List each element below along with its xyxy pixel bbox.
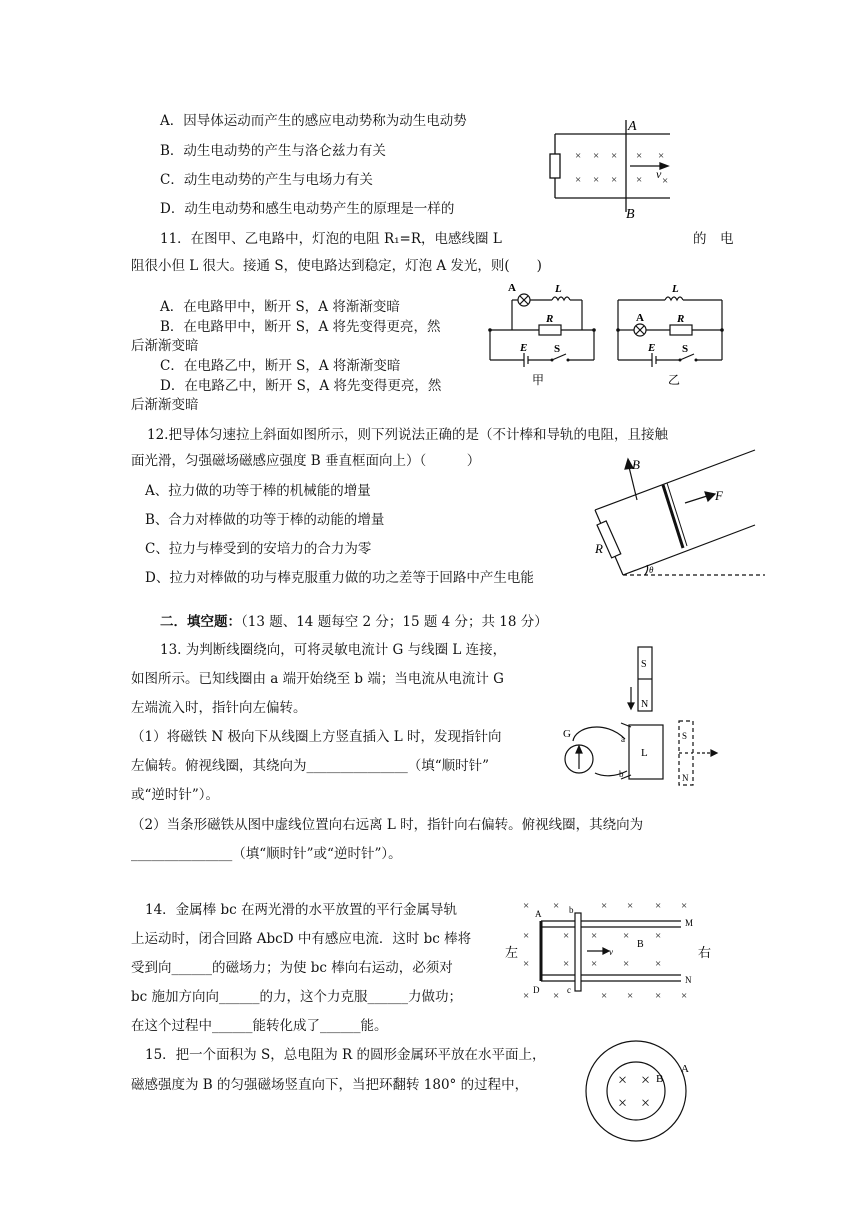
q13-line-2: 如图所示。已知线圈由 a 端开始绕至 b 端；当电流从电流计 G bbox=[131, 671, 504, 687]
q13-line-8: _______________（填“顺时针”或“逆时针”）。 bbox=[131, 846, 402, 862]
section-2-title: 二．填空题： bbox=[160, 614, 241, 630]
q13-figure bbox=[555, 645, 720, 795]
q12-option-a: A、拉力做的功等于棒的机械能的增量 bbox=[145, 483, 371, 499]
field-b-label: B bbox=[637, 939, 644, 950]
svg-text:×: × bbox=[627, 900, 634, 912]
q14-line-5: 在这个过程中______能转化成了______能。 bbox=[131, 1018, 388, 1034]
angle-theta-label: θ bbox=[649, 565, 654, 575]
field-cross: × bbox=[575, 150, 582, 162]
svg-text:×: × bbox=[641, 1072, 651, 1089]
section-2-note: （13 题、14 题每空 2 分；15 题 4 分；共 18 分） bbox=[241, 614, 548, 630]
field-b-label: B bbox=[656, 1073, 664, 1085]
resistor-label: R bbox=[546, 313, 554, 325]
section-2-heading bbox=[160, 613, 548, 632]
svg-text:×: × bbox=[593, 174, 600, 186]
resistor-r-label: R bbox=[595, 541, 603, 556]
q12-option-c: C、拉力与棒受到的安培力的合力为零 bbox=[145, 541, 372, 557]
q15-figure bbox=[585, 1040, 705, 1150]
q14-line-3: 受到向______的磁场力；为使 bc 棒向右运动，必须对 bbox=[131, 960, 453, 976]
point-d-label: D bbox=[533, 985, 540, 995]
q13-line-5: 左偏转。俯视线圈，其绕向为_______________（填“顺时针” bbox=[131, 758, 490, 774]
q11-option-b-cont: 后渐渐变暗 bbox=[131, 338, 199, 354]
svg-text:×: × bbox=[655, 990, 662, 1002]
q12-stem-1: 12.把导体匀速拉上斜面如图所示，则下列说法正确的是（不计棒和导轨的电阻，且接触 bbox=[147, 427, 668, 443]
svg-text:R: R bbox=[677, 313, 685, 325]
q15-line-1: 15．把一个面积为 S，总电阻为 R 的圆形金属环平放在水平面上， bbox=[145, 1047, 546, 1063]
coil-label: L bbox=[641, 747, 648, 759]
terminal-b-label: b bbox=[619, 769, 624, 779]
q14-figure bbox=[505, 895, 720, 1005]
battery-label: E bbox=[520, 342, 528, 354]
svg-text:×: × bbox=[636, 174, 643, 186]
circuit-jia-label: 甲 bbox=[532, 373, 545, 387]
right-label: 右 bbox=[698, 945, 712, 960]
point-b-label: b bbox=[569, 905, 574, 915]
force-f-label: F bbox=[715, 488, 723, 503]
svg-text:S: S bbox=[682, 731, 688, 741]
svg-text:×: × bbox=[662, 175, 669, 187]
svg-text:×: × bbox=[636, 150, 643, 162]
q14-line-4: bc 施加方向向______的力，这个力克服______力做功； bbox=[131, 989, 462, 1005]
inductor-label: L bbox=[555, 283, 562, 295]
svg-text:×: × bbox=[681, 900, 688, 912]
svg-text:S: S bbox=[682, 343, 689, 355]
q12-stem-2: 面光滑，匀强磁场磁感应强度 B 垂直框面向上）（ ） bbox=[131, 453, 481, 469]
q10-option-a: A．因导体运动而产生的感应电动势称为动生电动势 bbox=[160, 113, 467, 129]
svg-text:×: × bbox=[623, 958, 630, 970]
q11-option-c: C．在电路乙中，断开 S，A 将渐渐变暗 bbox=[160, 358, 401, 374]
q11-option-a: A．在电路甲中，断开 S，A 将渐渐变暗 bbox=[160, 299, 400, 315]
svg-text:×: × bbox=[523, 990, 530, 1002]
svg-text:×: × bbox=[563, 930, 570, 942]
circuit-yi-label: 乙 bbox=[668, 373, 681, 387]
q13-line-6: 或“逆时针”）。 bbox=[131, 787, 220, 803]
svg-text:×: × bbox=[591, 930, 598, 942]
q14-line-1: 14．金属棒 bc 在两光滑的水平放置的平行金属导轨 bbox=[145, 902, 457, 918]
svg-text:×: × bbox=[658, 150, 665, 162]
q10-label-b: B bbox=[626, 207, 635, 222]
svg-text:×: × bbox=[591, 958, 598, 970]
q11-stem-1-tail: 的 电 bbox=[693, 231, 734, 247]
svg-text:×: × bbox=[523, 958, 530, 970]
svg-text:×: × bbox=[618, 1095, 628, 1112]
svg-text:×: × bbox=[623, 930, 630, 942]
svg-text:×: × bbox=[611, 150, 618, 162]
q13-line-1: 13. 为判断线圈绕向，可将灵敏电流计 G 与线圈 L 连接， bbox=[160, 642, 507, 658]
q11-stem-2: 阻很小但 L 很大。接通 S，使电路达到稳定，灯泡 A 发光，则( ) bbox=[131, 258, 542, 274]
svg-text:×: × bbox=[681, 990, 688, 1002]
q11-option-d: D．在电路乙中，断开 S，A 将先变得更亮，然 bbox=[160, 378, 442, 394]
point-c-label: c bbox=[567, 985, 571, 995]
velocity-v-label: v bbox=[609, 947, 613, 957]
q10-label-a: A bbox=[628, 119, 637, 134]
terminal-a-label: a bbox=[621, 734, 625, 744]
lamp-label: A bbox=[508, 282, 516, 294]
q14-line-2: 上运动时，闭合回路 AbcD 中有感应电流．这时 bc 棒将 bbox=[131, 931, 472, 947]
svg-text:L: L bbox=[672, 283, 679, 295]
svg-text:×: × bbox=[553, 900, 560, 912]
q10-figure bbox=[540, 118, 680, 222]
svg-text:×: × bbox=[627, 990, 634, 1002]
field-b-label: B bbox=[632, 457, 640, 472]
point-m-label: M bbox=[685, 918, 694, 928]
svg-text:N: N bbox=[682, 773, 689, 783]
magnet-n-label: N bbox=[641, 699, 649, 710]
svg-text:A: A bbox=[636, 312, 644, 324]
q12-figure bbox=[585, 445, 765, 585]
q11-stem-1: 11．在图甲、乙电路中，灯泡的电阻 R₁=R，电感线圈 L bbox=[160, 231, 502, 247]
q10-label-v: v bbox=[656, 167, 662, 181]
q11-circuit-yi bbox=[610, 280, 730, 390]
q11-option-b: B．在电路甲中，断开 S，A 将先变得更亮，然 bbox=[160, 319, 441, 335]
svg-text:×: × bbox=[601, 990, 608, 1002]
svg-text:×: × bbox=[523, 900, 530, 912]
svg-text:×: × bbox=[523, 930, 530, 942]
left-label: 左 bbox=[505, 945, 519, 960]
svg-text:E: E bbox=[648, 342, 656, 354]
q12-option-b: B、合力对棒做的功等于棒的动能的增量 bbox=[145, 512, 385, 528]
svg-text:×: × bbox=[553, 990, 560, 1002]
svg-text:×: × bbox=[611, 174, 618, 186]
switch-label: S bbox=[554, 343, 561, 355]
q13-line-7: （2）当条形磁铁从图中虚线位置向右远离 L 时，指针向右偏转。俯视线圈，其绕向为 bbox=[131, 817, 644, 833]
q10-option-c: C．动生电动势的产生与电场力有关 bbox=[160, 172, 373, 188]
q13-line-4: （1）将磁铁 N 极向下从线圈上方竖直插入 L 时，发现指针向 bbox=[131, 729, 502, 745]
svg-text:×: × bbox=[563, 958, 570, 970]
svg-text:×: × bbox=[641, 1095, 651, 1112]
q12-option-d: D、拉力对棒做的功与棒克服重力做的功之差等于回路中产生电能 bbox=[145, 570, 534, 586]
point-a-label: A bbox=[535, 909, 542, 919]
svg-text:×: × bbox=[601, 900, 608, 912]
svg-text:×: × bbox=[618, 1072, 628, 1089]
ring-a-label: A bbox=[681, 1063, 689, 1075]
svg-text:×: × bbox=[575, 174, 582, 186]
galvanometer-label: G bbox=[563, 728, 571, 740]
q10-option-b: B．动生电动势的产生与洛仑兹力有关 bbox=[160, 143, 386, 159]
q11-option-d-cont: 后渐渐变暗 bbox=[131, 397, 199, 413]
q10-option-d: D．动生电动势和感生电动势产生的原理是一样的 bbox=[160, 201, 455, 217]
magnet-s-label: S bbox=[641, 659, 647, 670]
q15-line-2: 磁感强度为 B 的匀强磁场竖直向下，当把环翻转 180° 的过程中， bbox=[131, 1077, 529, 1093]
point-n-label: N bbox=[685, 975, 692, 985]
svg-text:×: × bbox=[593, 150, 600, 162]
q11-circuit-jia bbox=[482, 280, 602, 390]
q13-line-3: 左端流入时，指针向左偏转。 bbox=[131, 700, 307, 716]
svg-text:×: × bbox=[655, 930, 662, 942]
svg-text:×: × bbox=[655, 900, 662, 912]
svg-text:×: × bbox=[655, 958, 662, 970]
